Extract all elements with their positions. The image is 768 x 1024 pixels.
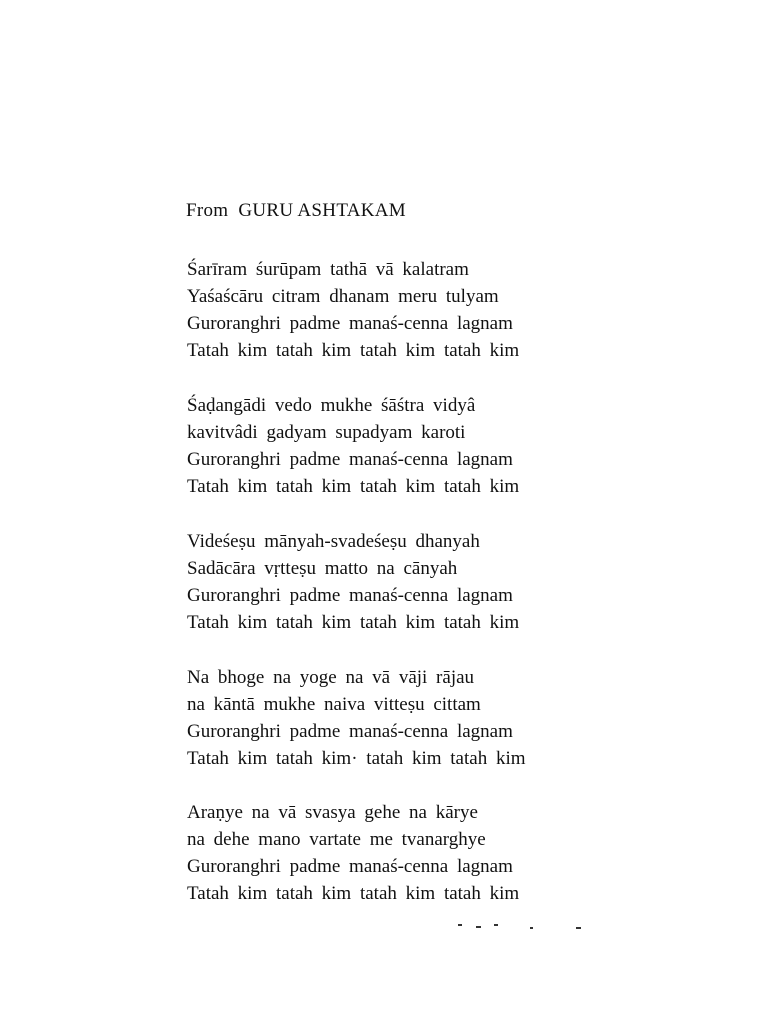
verse-line: Guroranghri padme manaś-cenna lagnam xyxy=(187,721,513,742)
verse-line: Tatah kim tatah kim tatah kim tatah kim xyxy=(187,476,520,497)
verse-line: Araṇye na vā svasya gehe na kārye xyxy=(187,802,478,823)
stray-print-marks xyxy=(458,922,598,932)
page-title xyxy=(186,200,406,222)
verse-line: Yaśaścāru citram dhanam meru tulyam xyxy=(187,286,499,307)
verse-line: na dehe mano vartate me tvanarghye xyxy=(187,829,486,850)
verse-line: Guroranghri padme manaś-cenna lagnam xyxy=(187,585,513,606)
title-name: GURU ASHTAKAM xyxy=(238,200,406,221)
verse-line: Guroranghri padme manaś-cenna lagnam xyxy=(187,313,513,334)
verse-line: Śarīram śurūpam tathā vā kalatram xyxy=(187,259,469,280)
verse-line: Guroranghri padme manaś-cenna lagnam xyxy=(187,856,513,877)
verse-line: kavitvâdi gadyam supadyam karoti xyxy=(187,422,466,443)
stanza-1 xyxy=(187,256,657,364)
stanza-4 xyxy=(187,664,657,772)
verse-line: Tatah kim tatah kim tatah kim tatah kim xyxy=(187,612,520,633)
stanza-5 xyxy=(187,799,657,907)
verse-line: Sadācāra vṛtteṣu matto na cānyah xyxy=(187,558,458,579)
verse-line: na kāntā mukhe naiva vitteṣu cittam xyxy=(187,694,481,715)
verse-line: Guroranghri padme manaś-cenna lagnam xyxy=(187,449,513,470)
verse-line: Tatah kim tatah kim tatah kim tatah kim xyxy=(187,883,520,904)
verse-line: Tatah kim tatah kim· tatah kim tatah kim xyxy=(187,748,526,769)
verse-line: Tatah kim tatah kim tatah kim tatah kim xyxy=(187,340,520,361)
title-prefix: From xyxy=(186,200,229,221)
stanza-3 xyxy=(187,528,657,636)
stanza-2 xyxy=(187,392,657,500)
verse-line: Videśeṣu mānyah-svadeśeṣu dhanyah xyxy=(187,531,480,552)
verse-line: Śaḍangādi vedo mukhe śāśtra vidyâ xyxy=(187,395,476,416)
verse-line: Na bhoge na yoge na vā vāji rājau xyxy=(187,667,475,688)
